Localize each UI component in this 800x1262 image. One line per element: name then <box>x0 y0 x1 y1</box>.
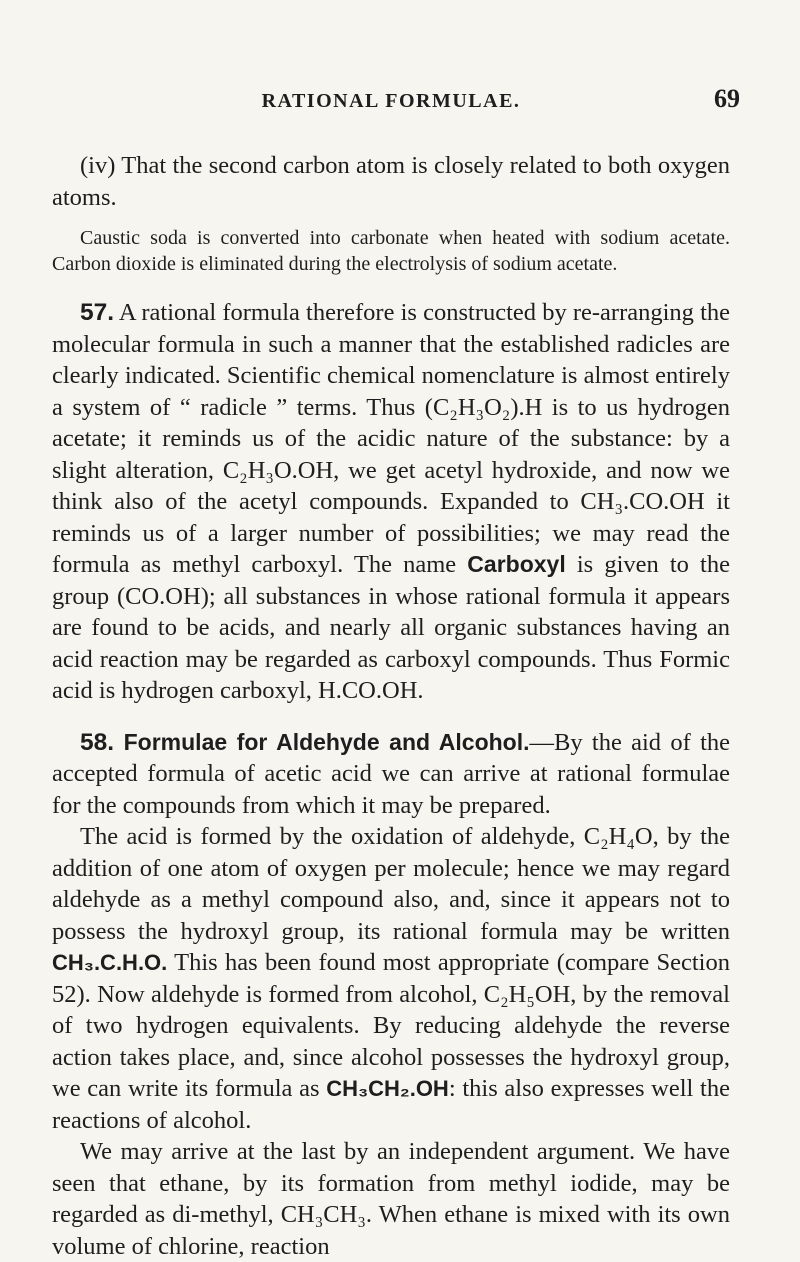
paragraph-note: Caustic soda is converted into carbonate when heated with sodium acetate. Carbon dioxide is eliminated during the electrolysis of sodium acetate. <box>52 227 730 275</box>
section-57-number: 57. <box>80 299 115 326</box>
section-58-text-a: —By the aid of the accepted formula of acetic acid we can arrive at rational formulae for the compounds from which it may be prepared. <box>52 728 730 819</box>
section-58-heading: Formulae for Aldehyde and Alcohol. <box>114 728 530 755</box>
section-58-paragraph-2 <box>52 821 730 1136</box>
section-57 <box>52 297 730 707</box>
section-57-text-a: A rational formula therefore is constructed by re-arranging the molecular formula in such a manner that the established radicles are clearly indicated. Scientific chemical nomenclature is almost entirely a system of “ radicle ” terms. Thus (C₂H₃O₂).H is to us hydrogen acetate; it reminds us of the acidic nature of the substance: by a slight alteration, C₂H₃O.OH, we get acetyl hydroxide, and now we think also of the acetyl compounds. Expanded to CH₃.CO.OH it reminds us of a larger number of possibilities; we may read the formula as methyl carboxyl. The name <box>52 299 730 578</box>
section-58-text-d: : this also expresses well the reactions of alcohol. <box>52 1075 730 1134</box>
section-58-text-b: The acid is formed by the oxidation of aldehyde, C₂H₄O, by the addition of one atom of oxygen per molecule; hence we may regard aldehyde as a methyl compound also, and, since it appears not to possess the hydroxyl group, its rational formula may be written <box>52 823 730 945</box>
section-58-number: 58. <box>80 728 115 756</box>
section-57-text-b: is given to the group (CO.OH); all substances in whose rational formula it appears are found to be acids, and nearly all organic substances having an acid reaction may be regarded as carboxyl compounds. Thus Formic acid is hydrogen carboxyl, H.CO.OH. <box>52 551 730 704</box>
running-title: RATIONAL FORMULAE. <box>261 90 521 112</box>
section-58-text-c: This has been found most appropriate (compare Section 52). Now aldehyde is formed from alcohol, C₂H₅OH, by the removal of two hydrogen equivalents. By reducing aldehyde the reverse action takes place, and, since alcohol possesses the hydroxyl group, we can write its formula as <box>52 949 730 1102</box>
page-number: 69 <box>714 84 740 113</box>
formula-alcohol: CH₃CH₂.OH <box>326 1076 449 1101</box>
page-header <box>52 58 740 113</box>
carboxyl-term: Carboxyl <box>467 551 566 577</box>
section-58 <box>52 727 730 822</box>
paragraph-iv: (iv) That the second carbon atom is closely related to both oxygen atoms. <box>52 152 730 211</box>
section-58-paragraph-3: We may arrive at the last by an independent argument. We have seen that ethane, by its formation from methyl iodide, may be regarded as di-methyl, CH₃CH₃. When ethane is mixed with its own volume of chlorine, reaction <box>52 1138 730 1260</box>
formula-aldehyde: CH₃.C.H.O. <box>52 950 168 975</box>
